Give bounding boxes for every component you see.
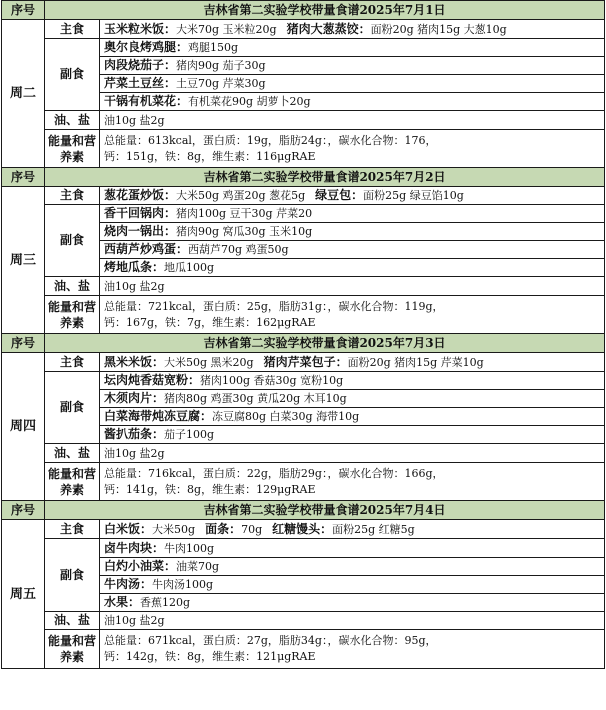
side-dish-row bbox=[2, 205, 605, 223]
dish-name: 芹菜土豆丝： bbox=[104, 76, 177, 90]
nutrition-row bbox=[2, 463, 605, 501]
side-dish bbox=[100, 426, 605, 444]
header-seq-label: 序号 bbox=[2, 501, 45, 520]
day-label: 周四 bbox=[2, 353, 45, 501]
side-dish bbox=[100, 408, 605, 426]
dish-ingredients: 油菜70g bbox=[176, 560, 220, 573]
dish-ingredients: 西葫芦70g 鸡蛋50g bbox=[188, 243, 289, 256]
nutrition-line-2: 钙：151g，铁：8g，维生素：116μgRAE bbox=[104, 149, 316, 163]
dish-ingredients: 面粉20g 猪肉15g 芹菜10g bbox=[347, 355, 484, 369]
dish-ingredients: 猪肉80g 鸡蛋30g 黄瓜20g 木耳10g bbox=[164, 392, 347, 405]
dish-ingredients: 大米50g 鸡蛋20g 葱花5g bbox=[176, 189, 306, 202]
nutrition-row bbox=[2, 630, 605, 669]
header-seq-label: 序号 bbox=[2, 334, 45, 353]
side-dish-row bbox=[2, 539, 605, 558]
dish-ingredients: 冻豆腐80g 白菜30g 海带10g bbox=[212, 410, 360, 423]
dish-ingredients: 香蕉120g bbox=[140, 596, 191, 609]
dish-name: 玉米粒米饭： bbox=[104, 21, 177, 36]
staple-label: 主食 bbox=[45, 187, 100, 205]
nutrition-line-2: 钙：142g，铁：8g，维生素：121μgRAE bbox=[104, 650, 316, 663]
dish-name: 干锅有机菜花： bbox=[104, 94, 189, 108]
side-dish bbox=[100, 223, 605, 241]
dish-name: 烤地瓜条： bbox=[104, 260, 165, 274]
dish-ingredients: 面粉25g 红糖5g bbox=[332, 522, 415, 536]
dish-name: 面条： bbox=[205, 521, 242, 536]
nutrition-values bbox=[100, 630, 605, 669]
side-dish bbox=[100, 93, 605, 111]
oil-salt-row bbox=[2, 612, 605, 630]
nutrition-line-1: 总能量：671kcal，蛋白质：27g，脂肪34g：，碳水化合物：95g， bbox=[104, 634, 437, 647]
menu-title: 吉林省第二实验学校带量食谱2025年7月2日 bbox=[45, 168, 605, 187]
dish-ingredients: 面粉20g 猪肉15g 大葱10g bbox=[370, 22, 507, 36]
dish-ingredients: 大米70g 玉米粒20g bbox=[176, 22, 277, 36]
dish-name: 红糖馒头： bbox=[272, 521, 333, 536]
dish-ingredients: 土豆70g 芹菜30g bbox=[176, 77, 266, 90]
nutrition-line-2: 钙：141g，铁：8g，维生素：129μgRAE bbox=[104, 482, 316, 496]
dish-name: 香干回锅肉： bbox=[104, 206, 177, 220]
dish-name: 卤牛肉块： bbox=[104, 540, 165, 555]
staple-row bbox=[2, 520, 605, 539]
dish-ingredients: 猪肉100g 香菇30g 宽粉10g bbox=[200, 374, 344, 387]
staple-row bbox=[2, 353, 605, 372]
menu-table bbox=[1, 0, 605, 669]
nutrition-label: 能量和营养素 bbox=[45, 296, 100, 334]
staple-row bbox=[2, 187, 605, 205]
side-label: 副食 bbox=[45, 205, 100, 277]
day-header-row bbox=[2, 1, 605, 20]
day-label: 周二 bbox=[2, 20, 45, 168]
dish-ingredients: 面粉25g 绿豆馅10g bbox=[363, 189, 464, 202]
nutrition-line-1: 总能量：613kcal，蛋白质：19g，脂肪24g：，碳水化合物：176， bbox=[104, 133, 437, 147]
dish-name: 牛肉汤： bbox=[104, 577, 153, 591]
nutrition-row bbox=[2, 130, 605, 168]
side-dish bbox=[100, 558, 605, 576]
side-label: 副食 bbox=[45, 372, 100, 444]
dish-ingredients: 猪肉90g 窝瓜30g 玉米10g bbox=[176, 225, 313, 238]
side-dish bbox=[100, 372, 605, 390]
dish-name: 肉段烧茄子： bbox=[104, 58, 177, 72]
menu-title: 吉林省第二实验学校带量食谱2025年7月4日 bbox=[45, 501, 605, 520]
oil-salt-row bbox=[2, 444, 605, 463]
staple-row bbox=[2, 20, 605, 39]
dish-name: 白灼小油菜： bbox=[104, 559, 177, 573]
dish-ingredients: 有机菜花90g 胡萝卜20g bbox=[188, 95, 311, 108]
dish-name: 奥尔良烤鸡腿： bbox=[104, 40, 189, 54]
staple-items bbox=[100, 187, 605, 205]
header-seq-label: 序号 bbox=[2, 1, 45, 20]
oil-salt-value: 油10g 盐2g bbox=[100, 277, 605, 296]
nutrition-label: 能量和营养素 bbox=[45, 463, 100, 501]
side-dish bbox=[100, 539, 605, 558]
dish-name: 水果： bbox=[104, 595, 141, 609]
dish-name: 烧肉一锅出： bbox=[104, 224, 177, 238]
dish-name: 葱花蛋炒饭： bbox=[104, 188, 177, 202]
nutrition-label: 能量和营养素 bbox=[45, 130, 100, 168]
side-dish bbox=[100, 594, 605, 612]
dish-ingredients: 猪肉90g 茄子30g bbox=[176, 59, 266, 72]
nutrition-line-1: 总能量：716kcal，蛋白质：22g，脂肪29g：，碳水化合物：166g， bbox=[104, 466, 444, 480]
oil-salt-label: 油、盐 bbox=[45, 277, 100, 296]
staple-label: 主食 bbox=[45, 353, 100, 372]
oil-salt-value: 油10g 盐2g bbox=[100, 612, 605, 630]
oil-salt-label: 油、盐 bbox=[45, 111, 100, 130]
side-dish bbox=[100, 75, 605, 93]
side-dish bbox=[100, 39, 605, 57]
nutrition-label: 能量和营养素 bbox=[45, 630, 100, 669]
side-dish bbox=[100, 205, 605, 223]
day-label: 周三 bbox=[2, 187, 45, 334]
dish-name: 绿豆包： bbox=[315, 188, 364, 202]
side-dish bbox=[100, 57, 605, 75]
dish-name: 木须肉片： bbox=[104, 391, 165, 405]
nutrition-line-1: 总能量：721kcal，蛋白质：25g，脂肪31g：，碳水化合物：119g， bbox=[104, 299, 444, 313]
dish-ingredients: 70g bbox=[241, 522, 263, 536]
dish-ingredients: 牛肉100g bbox=[164, 541, 215, 555]
dish-name: 西葫芦炒鸡蛋： bbox=[104, 242, 189, 256]
dish-name: 猪肉大葱蒸饺： bbox=[286, 21, 371, 36]
side-label: 副食 bbox=[45, 539, 100, 612]
side-dish bbox=[100, 390, 605, 408]
nutrition-values bbox=[100, 130, 605, 168]
dish-ingredients: 大米50g bbox=[152, 522, 196, 536]
dish-ingredients: 鸡腿150g bbox=[188, 41, 239, 54]
dish-name: 坛肉炖香菇宽粉： bbox=[104, 373, 201, 387]
staple-items bbox=[100, 20, 605, 39]
dish-ingredients: 茄子100g bbox=[164, 428, 215, 441]
dish-ingredients: 猪肉100g 豆干30g 芹菜20 bbox=[176, 207, 313, 220]
menu-title: 吉林省第二实验学校带量食谱2025年7月1日 bbox=[45, 1, 605, 20]
day-header-row bbox=[2, 334, 605, 353]
staple-items bbox=[100, 520, 605, 539]
dish-name: 白米饭： bbox=[104, 521, 153, 536]
dish-ingredients: 地瓜100g bbox=[164, 261, 215, 274]
dish-name: 黑米米饭： bbox=[104, 354, 165, 369]
menu-title: 吉林省第二实验学校带量食谱2025年7月3日 bbox=[45, 334, 605, 353]
day-header-row bbox=[2, 501, 605, 520]
staple-label: 主食 bbox=[45, 520, 100, 539]
side-dish-row bbox=[2, 39, 605, 57]
dish-name: 酱扒茄条： bbox=[104, 427, 165, 441]
dish-ingredients: 大米50g 黑米20g bbox=[164, 355, 254, 369]
oil-salt-value: 油10g 盐2g bbox=[100, 444, 605, 463]
oil-salt-row bbox=[2, 277, 605, 296]
side-dish-row bbox=[2, 372, 605, 390]
nutrition-line-2: 钙：167g，铁：7g，维生素：162μgRAE bbox=[104, 315, 316, 329]
side-dish bbox=[100, 241, 605, 259]
oil-salt-label: 油、盐 bbox=[45, 612, 100, 630]
nutrition-values bbox=[100, 463, 605, 501]
nutrition-values bbox=[100, 296, 605, 334]
dish-name: 猪肉芹菜包子： bbox=[263, 354, 348, 369]
staple-items bbox=[100, 353, 605, 372]
staple-label: 主食 bbox=[45, 20, 100, 39]
dish-name: 白菜海带炖冻豆腐： bbox=[104, 409, 213, 423]
side-dish bbox=[100, 259, 605, 277]
side-dish bbox=[100, 576, 605, 594]
day-header-row bbox=[2, 168, 605, 187]
side-label: 副食 bbox=[45, 39, 100, 111]
dish-ingredients: 牛肉汤100g bbox=[152, 578, 214, 591]
nutrition-row bbox=[2, 296, 605, 334]
header-seq-label: 序号 bbox=[2, 168, 45, 187]
oil-salt-row bbox=[2, 111, 605, 130]
day-label: 周五 bbox=[2, 520, 45, 669]
oil-salt-label: 油、盐 bbox=[45, 444, 100, 463]
oil-salt-value: 油10g 盐2g bbox=[100, 111, 605, 130]
